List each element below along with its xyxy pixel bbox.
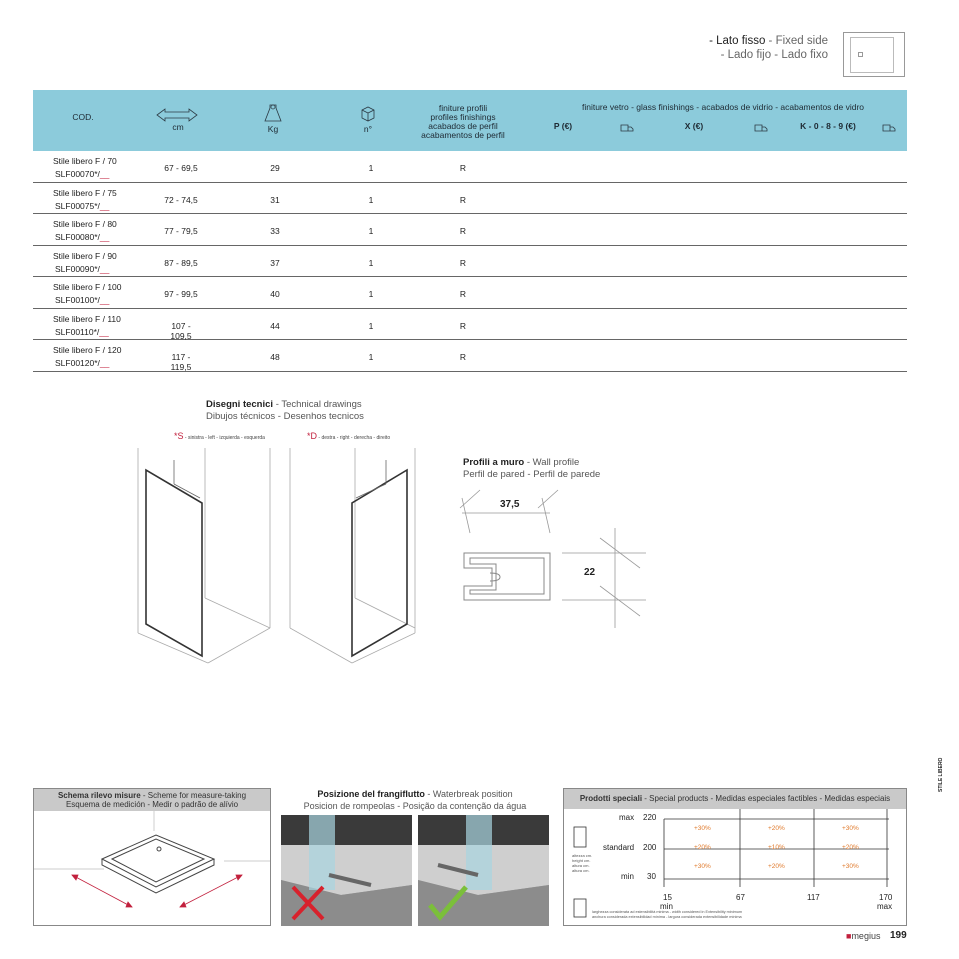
cell-finish: R [459,289,467,299]
cell-finish: R [459,257,467,268]
spec-cell: +20% [768,825,785,832]
wall-profile-width: 37,5 [500,499,520,510]
product-code-text: SLF00110*/ [55,326,100,337]
right-mark: *D [307,431,318,441]
product-code-text: SLF00070*/ [55,169,100,179]
spec-height-caption-en: height cm. [572,858,591,863]
cell-n: 1 [368,226,374,236]
product-code [55,201,109,211]
col-profiles-en: profiles finishings [430,112,496,122]
product-code-text: SLF00120*/ [55,358,100,368]
truck-icon [754,124,768,133]
col-x: X (€) [684,121,704,131]
brand-name: megius [851,931,881,941]
drawings-title [206,399,364,423]
spec-h-std: 200 [643,843,657,852]
spec-standard-label: standard [603,843,635,852]
page-number: 199 [890,930,907,941]
cell-kg: 31 [270,194,280,205]
spec-footer [592,910,792,920]
product-name: Stile libero F / 70 [53,156,117,166]
col-n: n° [363,124,373,134]
measure-panel [33,788,271,926]
spec-x-max: max [877,902,893,911]
spec-x-min: min [660,902,673,911]
drawings-title-bold: Disegni tecnici [206,399,274,410]
product-code [55,358,109,368]
product-name: Stile libero F / 100 [53,282,122,292]
spec-x-tick: 117 [807,893,820,902]
cell-n: 1 [368,194,374,205]
measure-title-es-pt: Esquema de medición - Medir o padrão de alívio [65,800,239,809]
fixed-side-label [709,34,828,62]
cell-kg: 37 [270,257,280,268]
spec-cell: +10% [768,844,785,851]
cell-finish: R [459,352,467,362]
spec-x-tick: 67 [736,893,745,902]
cell-kg: 33 [270,226,280,236]
cell-finish: R [459,320,467,331]
product-code-text: SLF00100*/ [55,295,100,305]
wall-profile-drawing [450,488,650,633]
cell-n: 1 [368,320,374,331]
measure-panel-title [34,789,270,811]
col-p: P (€) [553,121,573,131]
fixed-side-icon [843,32,905,77]
col-k: K - 0 - 8 - 9 (€) [800,121,856,131]
product-code [55,232,109,242]
special-title-rest: - Special products - Medidas especiales factibles - Medidas especiais [642,794,891,803]
spec-cell: +20% [842,844,859,851]
spec-cell: +20% [768,863,785,870]
product-name: Stile libero F / 90 [53,250,117,261]
product-code [55,169,109,179]
brand-logo [846,931,880,941]
special-products-panel [563,788,907,926]
waterbreak-subtitle: Posicion de rompeolas - Posição da contenção da água [303,801,527,811]
truck-icon [620,124,634,133]
spec-x-tick: 170 [879,893,893,902]
special-products-title [564,789,906,809]
table-row [33,340,907,372]
table-row [33,309,907,341]
spec-x-tick: 15 [663,893,672,902]
cell-cm: 97 - 99,5 [164,289,198,299]
col-cod: COD. [72,112,94,122]
cell-finish: R [459,194,467,205]
cell-cm: 72 - 74,5 [164,194,198,205]
product-code-text: SLF00075*/ [55,200,100,211]
product-code-text: SLF00080*/ [55,232,100,242]
spec-footer-line2: anchura considerada extensibilidad mínima - largura considerada extensibilidade mínima [592,915,742,919]
measure-diagram [34,811,270,925]
fixed-side-en: - Fixed side [765,35,828,47]
waterbreak-title-bold: Posizione del frangiflutto [317,789,425,799]
drawings-title-en: - Technical drawings [273,399,362,410]
spec-max-label: max [619,813,635,822]
cell-n: 1 [368,163,374,173]
measure-title-bold: Schema rilevo misure [57,791,141,800]
special-title-bold: Prodotti speciali [579,794,643,803]
wall-profile-title-en: - Wall profile [524,457,580,468]
width-arrows-icon [155,107,199,123]
product-code-suffix: __ [99,169,110,179]
product-code-suffix: __ [99,295,110,305]
spec-h-min: 30 [647,872,656,881]
spec-height-caption-it: altezza cm. [572,853,593,858]
col-cm: cm [172,122,184,132]
col-profiles-pt: acabamentos de perfil [421,130,505,140]
spec-cell: +30% [842,825,859,832]
left-legend [174,431,265,441]
weight-icon [262,103,284,123]
wall-profile-title [463,457,600,481]
left-mark: *S [174,431,184,441]
cell-kg: 44 [270,320,280,331]
spec-height-caption-pt: altura cm. [572,868,590,873]
table-row [33,246,907,278]
left-text: - sinistra - left - izquierda - esquerda [183,435,265,441]
spec-cell: +30% [842,863,859,870]
spec-min-label: min [621,872,634,881]
table-row [33,214,907,246]
cell-cm: 77 - 79,5 [164,226,198,236]
product-code-suffix: __ [99,263,110,274]
col-profiles [413,104,513,140]
cell-n: 1 [368,289,374,299]
waterbreak-wrong-image [281,815,412,926]
col-profiles-es: acabados de perfil [428,121,498,131]
wall-profile-title-bold: Profili a muro [463,457,525,468]
spec-h-max: 220 [643,813,657,822]
cell-finish: R [459,163,467,173]
col-kg: Kg [267,124,279,134]
spec-footer-line1: larghezza considerata ad estensibilità minima - width considered in Extensibility minimum [592,910,743,914]
product-code-suffix: __ [99,232,110,242]
product-code [55,264,109,274]
cell-n: 1 [368,257,374,268]
shower-technical-drawing [130,448,420,668]
spec-height-caption [572,853,592,873]
product-table [33,151,907,372]
right-text: - destra - right - derecha - direito [317,435,391,441]
cell-cm: 107 - 109,5 [170,320,192,341]
right-legend [307,431,390,441]
spec-cell: +20% [694,844,711,851]
fixed-side-title: - Lato fisso [709,35,766,47]
table-row [33,183,907,215]
measure-title-en: - Scheme for measure-taking [140,791,247,800]
waterbreak-title-en: - Waterbreak position [424,789,513,799]
wall-profile-height: 22 [584,567,596,578]
table-row [33,151,907,183]
section-side-tab: STILE LIBERO [938,757,944,792]
product-name: Stile libero F / 120 [53,345,122,355]
product-code [55,295,109,305]
cell-cm: 87 - 89,5 [164,257,198,268]
cell-kg: 40 [270,289,280,299]
drawings-subtitle: Dibujos técnicos - Desenhos tecnicos [206,411,364,422]
product-code [55,327,109,337]
truck-icon [882,124,896,133]
col-glass: finiture vetro - glass finishings - acabados de vidrio - acabamentos de vidro [581,102,865,112]
package-icon [358,104,378,124]
product-name: Stile libero F / 75 [53,187,117,198]
cell-cm: 117 - 119,5 [170,352,192,372]
cell-finish: R [459,226,467,236]
waterbreak-correct-image [418,815,549,926]
product-code-suffix: __ [99,326,109,337]
table-header [33,90,907,151]
product-code-suffix: __ [99,358,110,368]
brand-mark-icon: ■ [846,931,852,941]
spec-cell: +30% [694,825,711,832]
cell-kg: 48 [270,352,280,362]
fixed-side-es-pt: - Lado fijo - Lado fixo [720,49,828,61]
waterbreak-title [281,788,549,812]
product-name: Stile libero F / 110 [53,313,121,324]
spec-cell: +30% [694,863,711,870]
cell-kg: 29 [270,163,280,173]
cell-n: 1 [368,352,374,362]
col-profiles-it: finiture profili [438,103,488,113]
spec-height-caption-es: altura cm. [572,863,590,868]
product-code-suffix: __ [99,200,110,211]
product-code-text: SLF00090*/ [55,263,100,274]
wall-profile-subtitle: Perfil de pared - Perfil de parede [463,469,601,480]
table-row [33,277,907,309]
product-name: Stile libero F / 80 [53,219,117,229]
cell-cm: 67 - 69,5 [164,163,198,173]
